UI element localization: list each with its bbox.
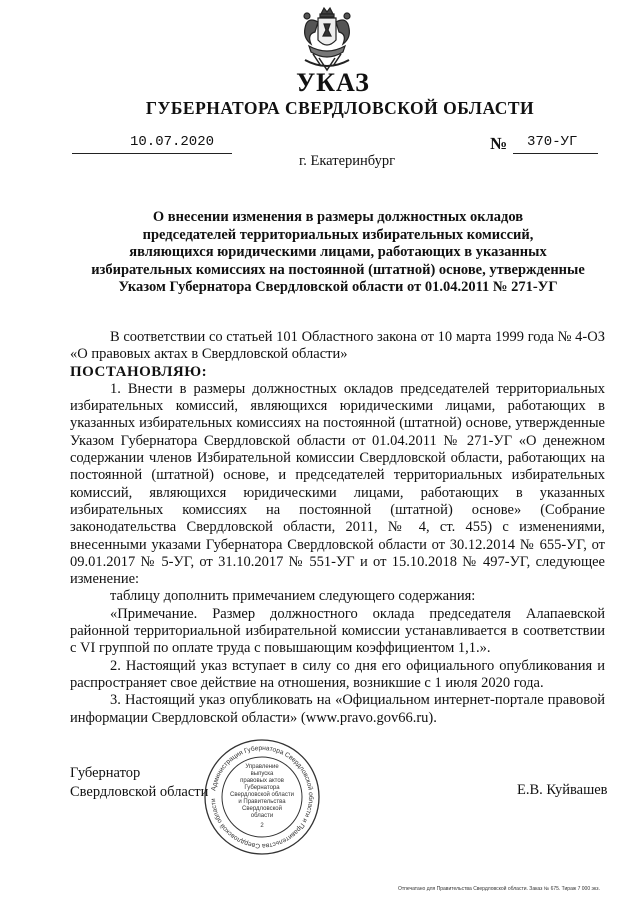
city-line: г. Екатеринбург: [298, 153, 396, 169]
document-type-heading: УКАЗ: [296, 68, 370, 97]
svg-text:Администрация Губернатора Свер: Администрация Губернатора Свердловской области и Правительства Свердловской области: [209, 744, 315, 850]
title-line: Указом Губернатора Свердловской области от 01.04.2011 № 271-УГ: [118, 279, 558, 295]
number-label: №: [490, 134, 508, 153]
svg-text:Губернатора: Губернатора: [244, 785, 280, 791]
item-2-paragraph: 2. Настоящий указ вступает в силу со дня его официального опубликования и распространяет свое действие на отношения, возникшие с 1 июля 2020 года.: [70, 657, 605, 691]
preamble-paragraph: В соответствии со статьей 101 Областного закона от 10 марта 1999 года № 4-ОЗ «О правовых актах в Свердловской области»: [70, 329, 605, 363]
svg-text:и Правительства: и Правительства: [238, 799, 286, 805]
title-line: являющихся юридическими лицами, работающих в указанных: [129, 244, 547, 260]
item-1-paragraph: 1. Внести в размеры должностных окладов председателей территориальных избирательных комиссий, являющихся юридическими лицами, работающих в указанных избирательных комиссиях на постоянной (штатной) основе, утвержденные Указом Губернатора Свердловской области от 01.04.2011 № 271-УГ «О денежном содержании членов Избирательной комиссии Свердловской области, работающих на постоянной (штатной) основе, и председателей территориальных избирательных комиссий, являющихся юридическими лицами, работающих в указанных избирательных комиссиях на постоянной (штатной) основе» (Собрание законодательства Свердловской области, 2011, № 4, ст. 455) с изменениями, внесенными указами Губернатора Свердловской области от 30.12.2014 № 655-УГ, от 09.01.2017 № 5-УГ, от 31.10.2017 № 551-УГ и от 15.10.2018 № 497-УГ, следующее изменение:: [70, 380, 605, 588]
item-1-sub-paragraph: таблицу дополнить примечанием следующего содержания:: [110, 588, 476, 605]
title-line: председателей территориальных избирательных комиссий,: [142, 226, 534, 243]
signatory-position: [70, 764, 208, 802]
item-3-paragraph: 3. Настоящий указ опубликовать на «Официальном интернет-портале правовой информации Свердловской области» (www.pravo.gov66.ru).: [70, 692, 605, 726]
svg-text:правовых актов: правовых актов: [240, 778, 284, 784]
svg-text:области: области: [250, 813, 274, 819]
svg-text:2: 2: [260, 823, 264, 829]
title-line: избирательных комиссиях на постоянной (штатной) основе, утвержденные: [91, 261, 585, 278]
item-1-note-paragraph: «Примечание. Размер должностного оклада председателя Алапаевской районной территориальной избирательной комиссии устанавливается в соответствии с VI группой по оплате труда с повышающим коэффициентом 1,1.».: [70, 605, 605, 657]
official-stamp-seal: [203, 738, 321, 856]
svg-text:выпуска: выпуска: [250, 771, 274, 777]
print-footer: Отпечатано для Правительства Свердловской области. Заказ № 675. Тираж 7 000 экз.: [398, 886, 600, 892]
svg-text:Управление: Управление: [245, 764, 279, 770]
svg-text:Свердловской области: Свердловской области: [229, 792, 295, 798]
signatory-name: Е.В. Куйвашев: [517, 782, 608, 798]
decree-date: 10.07.2020: [129, 134, 214, 150]
decree-number: 370-УГ: [527, 134, 578, 150]
position-line: Губернатор: [70, 765, 141, 781]
title-line: О внесении изменения в размеры должностных окладов: [152, 209, 524, 225]
position-line: Свердловской области: [70, 784, 209, 800]
svg-text:Свердловской: Свердловской: [242, 806, 282, 812]
decree-title: [88, 209, 588, 297]
decree-body: [70, 329, 605, 727]
coat-of-arms-emblem: [297, 6, 357, 72]
decree-word: ПОСТАНОВЛЯЮ:: [70, 363, 208, 380]
issuer-heading: ГУБЕРНАТОРА СВЕРДЛОВСКОЙ ОБЛАСТИ: [145, 98, 535, 118]
